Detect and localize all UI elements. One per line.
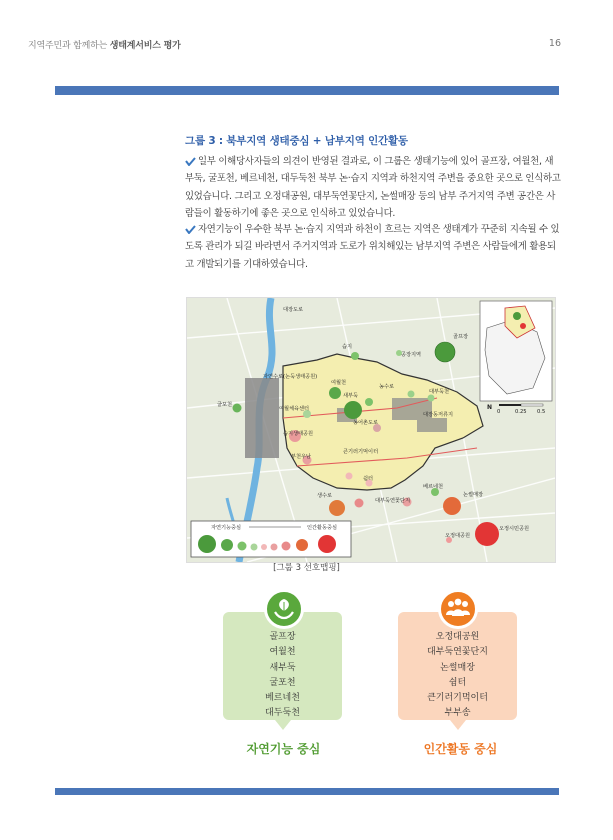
list-item: 골프장 xyxy=(269,632,296,642)
svg-text:오정대공원: 오정대공원 xyxy=(445,533,471,539)
list-item: 큰기러기먹이터 xyxy=(427,693,488,704)
page-number: 16 xyxy=(548,38,561,49)
figure-caption: [그룹 3 선호맵핑] xyxy=(273,563,340,573)
list-item: 오정대공원 xyxy=(435,632,480,642)
svg-text:큰기러기먹이터: 큰기러기먹이터 xyxy=(343,449,379,455)
svg-text:대부둑천: 대부둑천 xyxy=(429,389,450,395)
nature-label: 자연기능 중심 xyxy=(246,742,321,756)
list-item: 대두둑천 xyxy=(265,708,300,719)
svg-text:굴포천: 굴포천 xyxy=(217,402,233,408)
bullet-icon xyxy=(185,225,196,234)
list-item: 굴포천 xyxy=(269,677,296,688)
svg-text:0: 0 xyxy=(497,409,501,415)
svg-text:부천우남: 부천우남 xyxy=(291,454,312,460)
top-accent-bar xyxy=(55,86,559,95)
list-item: 쉼터 xyxy=(448,677,467,688)
people-group-icon xyxy=(438,589,478,629)
svg-text:대장도로: 대장도로 xyxy=(283,307,304,313)
human-list xyxy=(398,630,517,722)
header-title: 생태계서비스 평가 xyxy=(109,41,181,51)
svg-text:골프장: 골프장 xyxy=(453,334,469,340)
svg-text:자연기능중심: 자연기능중심 xyxy=(211,525,242,531)
svg-text:0.25: 0.25 xyxy=(515,409,527,415)
svg-text:자연수로(논둑생태공원): 자연수로(논둑생태공원) xyxy=(263,374,318,380)
preference-map xyxy=(186,297,556,563)
inset-map xyxy=(480,301,552,401)
svg-text:0.5: 0.5 xyxy=(537,409,546,415)
bullet-icon xyxy=(185,157,196,166)
svg-text:대장동저류지: 대장동저류지 xyxy=(423,412,454,418)
svg-text:인간활동중심: 인간활동중심 xyxy=(307,525,338,531)
svg-text:오정시민공원: 오정시민공원 xyxy=(499,526,530,532)
svg-text:생수로: 생수로 xyxy=(317,493,333,499)
map-legend xyxy=(191,521,351,557)
svg-text:N: N xyxy=(487,404,493,411)
list-item: 부부송 xyxy=(444,708,471,719)
header-prefix: 지역주민과 함께하는 xyxy=(28,41,108,51)
paragraph-2 xyxy=(185,221,561,273)
bottom-accent-bar xyxy=(55,788,559,795)
svg-text:베르네천: 베르네천 xyxy=(423,484,444,490)
list-item: 베르네천 xyxy=(265,693,300,704)
list-item: 여월천 xyxy=(269,647,296,658)
svg-text:대부둑연꽃단지: 대부둑연꽃단지 xyxy=(375,498,411,504)
svg-text:새부둑: 새부둑 xyxy=(343,393,359,399)
svg-text:공장지역: 공장지역 xyxy=(401,352,422,358)
svg-text:논썰매장: 논썰매장 xyxy=(463,492,484,498)
figure-heading: 그룹 3 : 북부지역 생태중심 + 남부지역 인간활동 xyxy=(185,135,408,147)
nature-list xyxy=(223,630,342,722)
list-item: 논썰매장 xyxy=(440,662,475,673)
paragraph-1 xyxy=(185,153,561,222)
card-pointer xyxy=(275,720,291,730)
paragraph-text: 일부 이해당사자들의 의견이 반영된 결과로, 이 그룹은 생태기능에 있어 골프장, 여월천, 새부둑, 굴포천, 베르네천, 대두둑천 북부 논·습지 지역과 하천지역 주변을 중요한 곳으로 인식하고 있었습니다. 그리고 오정대공원, 대부둑연꽃단지, 논썰매장 등의 남부 주거지역 주변 공간은 사람들이 활동하기에 좋은 곳으로 인식하고 있었습니다. xyxy=(185,156,561,219)
svg-text:여월체육센터: 여월체육센터 xyxy=(279,406,310,412)
svg-text:농수로: 농수로 xyxy=(379,384,395,390)
human-label: 인간활동 중심 xyxy=(423,742,498,756)
card-pointer xyxy=(450,720,466,730)
list-item: 새부둑 xyxy=(269,662,296,673)
svg-text:습지생태공원: 습지생태공원 xyxy=(283,431,314,437)
leaf-hands-icon xyxy=(264,589,304,629)
running-header xyxy=(28,38,181,51)
map-graphic xyxy=(187,298,555,562)
list-item: 대부둑연꽃단지 xyxy=(427,647,488,658)
paragraph-text: 자연기능이 우수한 북부 논·습지 지역과 하천이 흐르는 지역은 생태계가 꾸준히 지속될 수 있도록 관리가 되길 바라면서 주거지역과 도로가 위치해있는 남부지역 주변은 사람들에게 활용되고 개발되기를 기대하였습니다. xyxy=(185,224,560,270)
svg-text:쉼터: 쉼터 xyxy=(363,476,374,482)
svg-text:습지: 습지 xyxy=(342,344,353,350)
svg-text:여월천: 여월천 xyxy=(331,380,347,386)
svg-text:농어촌도로: 농어촌도로 xyxy=(353,420,379,426)
